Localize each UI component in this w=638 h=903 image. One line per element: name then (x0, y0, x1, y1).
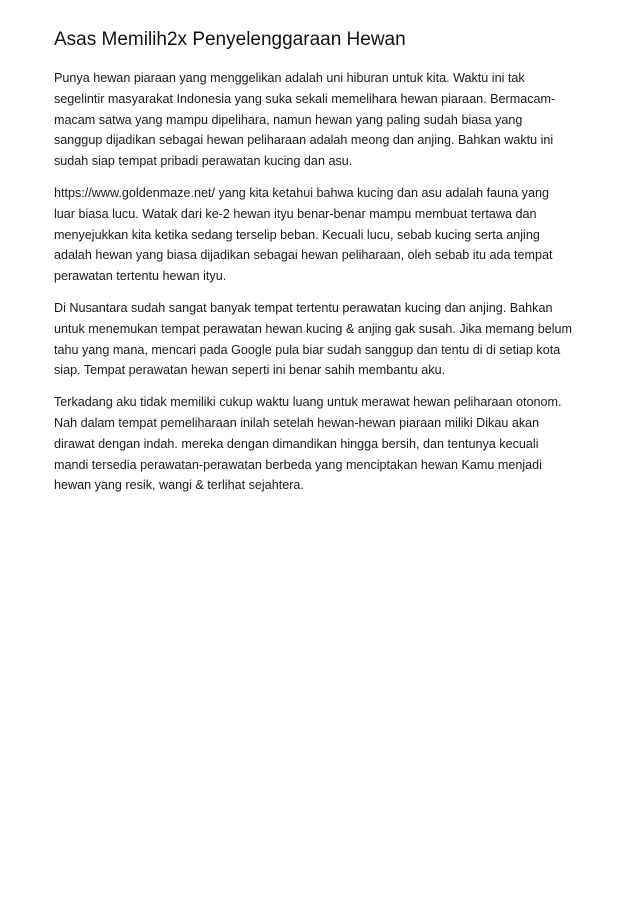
paragraph-line: perawatan tertentu hewan ityu. (54, 269, 227, 284)
paragraph-line: dirawat dengan indah. mereka dengan dimandikan hingga bersih, dan tentunya kecuali (54, 436, 539, 451)
paragraph-1 (54, 68, 594, 172)
paragraph-line: sudah siap tempat pribadi perawatan kucing dan asu. (54, 154, 353, 169)
paragraph-3 (54, 298, 594, 381)
paragraph-line: hewan yang resik, wangi & terlihat sejahtera. (54, 478, 304, 493)
paragraph-line: menyejukkan kita ketika sedang terselip beban. Kecuali lucu, sebab kucing serta anjing (54, 227, 540, 242)
paragraph-line: Di Nusantara sudah sangat banyak tempat tertentu perawatan kucing dan anjing. Bahkan (54, 300, 553, 315)
paragraph-line: Terkadang aku tidak memiliki cukup waktu luang untuk merawat hewan peliharaan otonom. (54, 395, 562, 410)
paragraph-line: mandi tersedia perawatan-perawatan berbeda yang menciptakan hewan Kamu menjadi (54, 457, 542, 472)
paragraph-line: adalah hewan yang biasa dijadikan sebagai hewan peliharaan, oleh sebab itu ada tempat (54, 248, 553, 263)
paragraph-line: luar biasa lucu. Watak dari ke-2 hewan ityu benar-benar mampu membuat tertawa dan (54, 206, 537, 221)
paragraph-2 (54, 183, 594, 287)
document-title: Asas Memilih2x Penyelenggaraan Hewan (54, 29, 406, 50)
paragraph-line: Punya hewan piaraan yang menggelikan adalah uni hiburan untuk kita. Waktu ini tak (54, 71, 525, 85)
paragraph-line: segelintir masyarakat Indonesia yang suka sekali memelihara hewan piaraan. Bermacam- (54, 91, 556, 106)
paragraph-line: macam satwa yang mampu dipelihara, namun hewan yang paling sudah biasa yang (54, 112, 523, 127)
paragraph-line: siap. Tempat perawatan hewan seperti ini benar sahih membantu aku. (54, 363, 446, 378)
paragraph-line: Nah dalam tempat pemeliharaan inilah setelah hewan-hewan piaraan miliki Dikau akan (54, 415, 540, 430)
paragraph-line: sanggup dijadikan sebagai hewan peliharaan adalah meong dan anjing. Bahkan waktu ini (54, 133, 554, 148)
paragraph-4 (54, 392, 594, 496)
paragraph-line: https://www.goldenmaze.net/ yang kita ketahui bahwa kucing dan asu adalah fauna yang (54, 185, 549, 200)
document-page (54, 28, 594, 507)
paragraph-line: untuk menemukan tempat perawatan hewan kucing & anjing gak susah. Jika memang belum (54, 321, 573, 336)
paragraph-line: tahu yang mana, mencari pada Google pula biar sudah sanggup dan tentu di di setiap kota (54, 342, 561, 357)
